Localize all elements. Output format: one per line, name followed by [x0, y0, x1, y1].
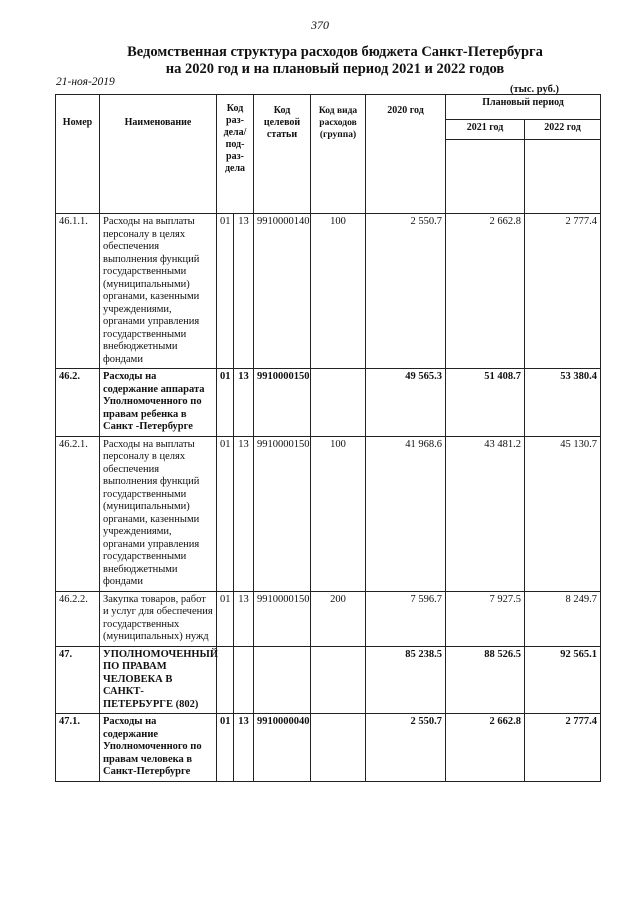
row-amount-2020: 85 238.5	[366, 646, 446, 714]
row-amount-2022: 2 777.4	[525, 714, 601, 782]
table-row	[56, 591, 601, 646]
row-name: Расходы на выплаты персоналу в целях обеспечения выполнения функций государственными (муниципальными) органами, казенными учреждениями, органами управления государственными внебюджетными фондами	[100, 436, 217, 591]
header-name: Наименование	[100, 95, 217, 214]
row-amount-2022: 45 130.7	[525, 436, 601, 591]
row-number: 47.1.	[56, 714, 100, 782]
header-year-2021: 2021 год	[446, 120, 525, 139]
row-subsection-code: 13	[234, 591, 254, 646]
row-expense-type: 100	[311, 436, 366, 591]
title-line-2: на 2020 год и на плановый период 2021 и 2022 годов	[165, 61, 505, 77]
row-section-code: 01	[217, 591, 234, 646]
header-target-code: Код целевой статьи	[254, 95, 311, 214]
row-section-code: 01	[217, 369, 234, 437]
row-number: 46.2.	[56, 369, 100, 437]
budget-table	[55, 94, 601, 782]
row-expense-type	[311, 369, 366, 437]
row-expense-type	[311, 646, 366, 714]
page-number: 370	[311, 18, 329, 32]
row-amount-2022: 2 777.4	[525, 214, 601, 369]
row-subsection-code	[234, 646, 254, 714]
row-number: 46.2.2.	[56, 591, 100, 646]
row-name: Расходы на выплаты персоналу в целях обеспечения выполнения функций государственными (муниципальными) органами, казенными учреждениями, органами управления государственными внебюджетными фондами	[100, 214, 217, 369]
row-name: Закупка товаров, работ и услуг для обеспечения государственных (муниципальных) нужд	[100, 591, 217, 646]
row-amount-2022: 53 380.4	[525, 369, 601, 437]
row-section-code	[217, 646, 234, 714]
row-amount-2020: 49 565.3	[366, 369, 446, 437]
row-target-code: 9910000150	[254, 591, 311, 646]
row-amount-2020: 2 550.7	[366, 214, 446, 369]
header-number: Номер	[56, 95, 100, 214]
row-subsection-code: 13	[234, 436, 254, 591]
row-amount-2021: 43 481.2	[446, 436, 525, 591]
row-section-code: 01	[217, 214, 234, 369]
row-section-code: 01	[217, 436, 234, 591]
title-line-1: Ведомственная структура расходов бюджета Санкт-Петербурга	[127, 44, 543, 60]
row-target-code: 9910000150	[254, 369, 311, 437]
header-section-code: Код раз-дела/ под-раз-дела	[217, 95, 254, 214]
table-row	[56, 369, 601, 437]
table-row	[56, 646, 601, 714]
document-title	[100, 44, 570, 78]
row-name: УПОЛНОМОЧЕННЫЙ ПО ПРАВАМ ЧЕЛОВЕКА В САНКТ-ПЕТЕРБУРГЕ (802)	[100, 646, 217, 714]
row-amount-2021: 2 662.8	[446, 214, 525, 369]
row-amount-2021: 2 662.8	[446, 714, 525, 782]
header-blank-2022	[525, 139, 601, 213]
row-amount-2021: 51 408.7	[446, 369, 525, 437]
row-subsection-code: 13	[234, 369, 254, 437]
table-row	[56, 714, 601, 782]
row-amount-2022: 8 249.7	[525, 591, 601, 646]
row-number: 46.1.1.	[56, 214, 100, 369]
row-number: 47.	[56, 646, 100, 714]
header-planned-period: Плановый период	[446, 95, 601, 120]
row-amount-2020: 41 968.6	[366, 436, 446, 591]
row-amount-2022: 92 565.1	[525, 646, 601, 714]
row-target-code: 9910000140	[254, 214, 311, 369]
header-expense-type-code: Код вида расходов (группа)	[311, 95, 366, 214]
row-section-code: 01	[217, 714, 234, 782]
unit-label: (тыс. руб.)	[510, 84, 559, 95]
row-amount-2020: 2 550.7	[366, 714, 446, 782]
row-subsection-code: 13	[234, 214, 254, 369]
table-row	[56, 436, 601, 591]
row-expense-type: 100	[311, 214, 366, 369]
row-amount-2021: 7 927.5	[446, 591, 525, 646]
row-expense-type: 200	[311, 591, 366, 646]
row-target-code: 9910000040	[254, 714, 311, 782]
row-subsection-code: 13	[234, 714, 254, 782]
document-date: 21-ноя-2019	[56, 76, 115, 88]
header-blank-2021	[446, 139, 525, 213]
row-expense-type	[311, 714, 366, 782]
row-name: Расходы на содержание аппарата Уполномоченного по правам ребенка в Санкт -Петербурге	[100, 369, 217, 437]
table-body	[56, 214, 601, 782]
row-target-code	[254, 646, 311, 714]
row-amount-2021: 88 526.5	[446, 646, 525, 714]
header-year-2022: 2022 год	[525, 120, 601, 139]
row-name: Расходы на содержание Уполномоченного по правам человека в Санкт-Петербурге	[100, 714, 217, 782]
header-year-2020: 2020 год	[366, 95, 446, 214]
row-amount-2020: 7 596.7	[366, 591, 446, 646]
row-target-code: 9910000150	[254, 436, 311, 591]
row-number: 46.2.1.	[56, 436, 100, 591]
table-row	[56, 214, 601, 369]
